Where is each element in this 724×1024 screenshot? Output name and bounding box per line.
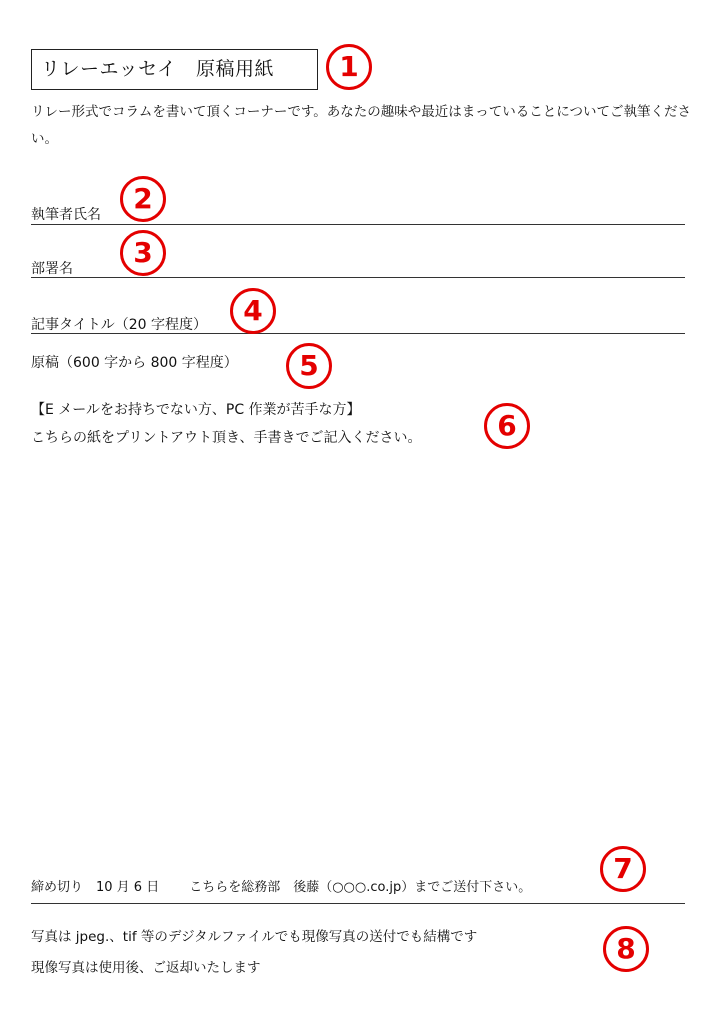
annotation-marker-5: 5: [286, 343, 332, 389]
annotation-marker-4: 4: [230, 288, 276, 334]
annotation-marker-1: 1: [326, 44, 372, 90]
annotation-marker-3: 3: [120, 230, 166, 276]
intro-text: リレー形式でコラムを書いて頂くコーナーです。あなたの趣味や最近はまっていることについてご執筆ください。: [31, 104, 692, 147]
footer-divider: [31, 903, 685, 904]
paper-note-heading: 【E メールをお持ちでない方、PC 作業が苦手な方】: [31, 402, 361, 418]
paper-note-instruction: こちらの紙をプリントアウト頂き、手書きでご記入ください。: [31, 430, 422, 446]
annotation-marker-2: 2: [120, 176, 166, 222]
article-title-label: 記事タイトル（20 字程度）: [31, 317, 207, 333]
annotation-marker-7: 7: [600, 846, 646, 892]
manuscript-area[interactable]: [31, 460, 685, 860]
annotation-marker-6: 6: [484, 403, 530, 449]
department-line[interactable]: [31, 277, 685, 278]
form-title: リレーエッセイ 原稿用紙: [31, 49, 318, 90]
annotation-marker-8: 8: [603, 926, 649, 972]
photo-note-return: 現像写真は使用後、ご返却いたします: [31, 960, 261, 976]
manuscript-label: 原稿（600 字から 800 字程度）: [31, 355, 238, 371]
photo-note-formats: 写真は jpeg.、tif 等のデジタルファイルでも現像写真の送付でも結構です: [31, 929, 478, 945]
submit-to-text: こちらを総務部 後藤（○○○.co.jp）までご送付下さい。: [189, 880, 532, 895]
author-name-line[interactable]: [31, 224, 685, 225]
article-title-line[interactable]: [31, 333, 685, 334]
department-label: 部署名: [31, 261, 73, 277]
author-name-label: 執筆者氏名: [31, 207, 101, 223]
deadline-info: [31, 876, 531, 895]
deadline-text: 締め切り 10 月 6 日: [31, 880, 160, 895]
